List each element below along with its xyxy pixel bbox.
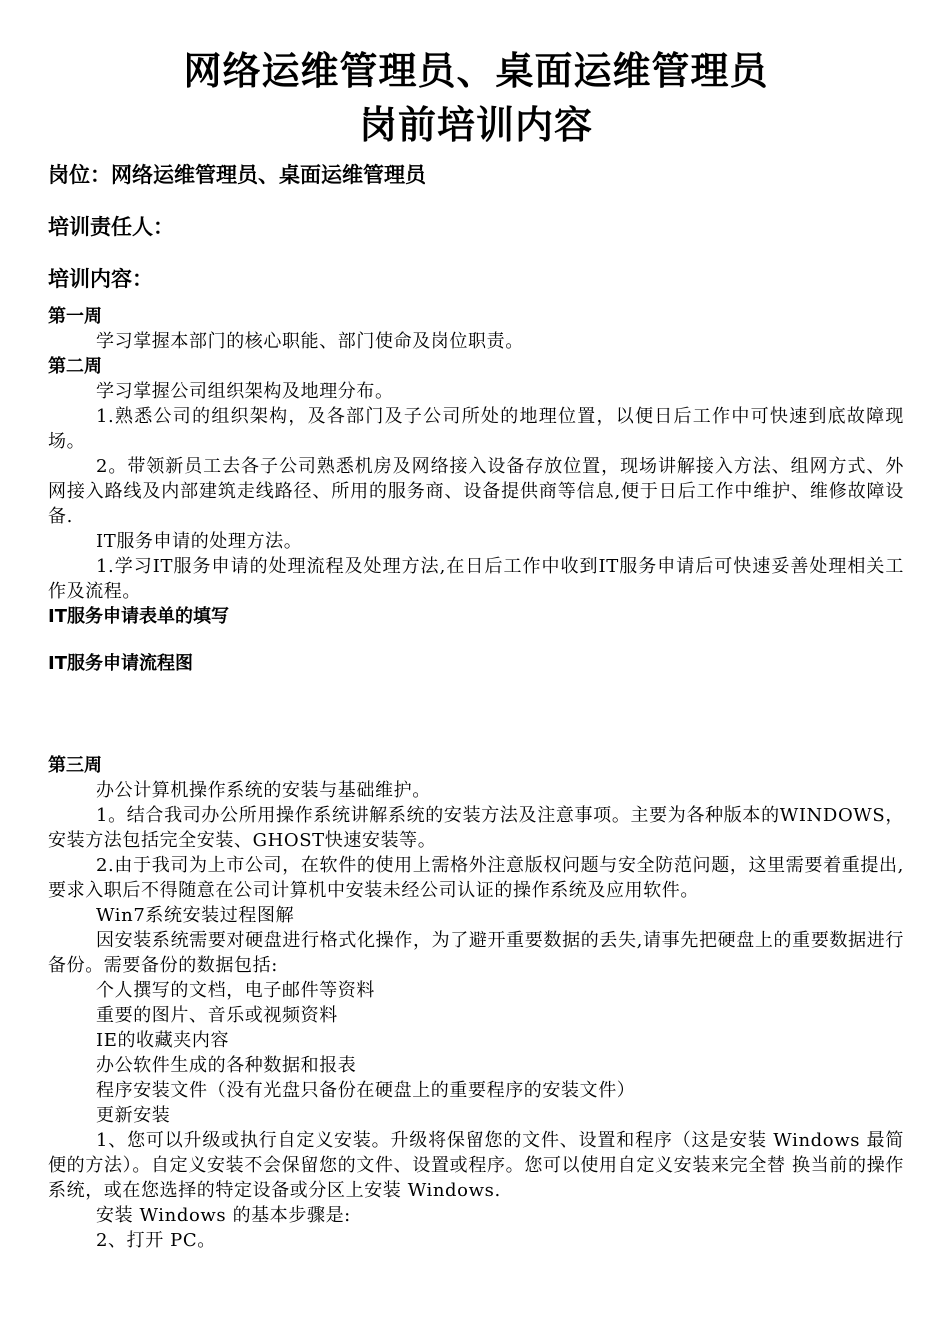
spacer: [48, 629, 904, 651]
week1-heading: 第一周: [48, 306, 102, 327]
position-label: 岗位：网络运维管理员、桌面运维管理员: [48, 163, 426, 187]
paragraph: 学习掌握公司组织架构及地理分布。: [96, 381, 394, 402]
paragraph: 2。带领新员工去各子公司熟悉机房及网络接入设备存放位置，现场讲解接入方法、组网方式、外网接入路线及内部建筑走线路径、所用的服务商、设备提供商等信息,便于日后工作中维护、维修故障设备.: [48, 456, 904, 527]
form-heading: IT服务申请表单的填写: [48, 606, 229, 627]
document-title-line2: 岗前培训内容: [358, 103, 593, 147]
paragraph: 1.熟悉公司的组织架构，及各部门及子公司所处的地理位置，以便日后工作中可快速到底故障现场。: [48, 406, 904, 452]
responsible-label: 培训责任人：: [48, 215, 174, 239]
list-item: IE的收藏夹内容: [96, 1030, 230, 1051]
paragraph: 1。结合我司办公所用操作系统讲解系统的安装方法及注意事项。主要为各种版本的WINDOWS，安装方法包括完全安装、GHOST快速安装等。: [48, 805, 904, 851]
list-item: 办公软件生成的各种数据和报表: [96, 1055, 357, 1076]
paragraph: 2、打开 PC。: [96, 1230, 216, 1251]
content-label: 培训内容：: [48, 267, 153, 291]
week2-heading: 第二周: [48, 356, 102, 377]
list-item: 程序安装文件（没有光盘只备份在硬盘上的重要程序的安装文件）: [96, 1080, 636, 1101]
paragraph: 学习掌握本部门的核心职能、部门使命及岗位职责。: [96, 331, 524, 352]
paragraph: 2.由于我司为上市公司，在软件的使用上需格外注意版权问题与安全防范问题，这里需要着重提出,要求入职后不得随意在公司计算机中安装未经公司认证的操作系统及应用软件。: [48, 855, 904, 901]
week3-heading: 第三周: [48, 755, 102, 776]
paragraph: 安装 Windows 的基本步骤是:: [96, 1205, 351, 1226]
paragraph: 1.学习IT服务申请的处理流程及处理方法,在日后工作中收到IT服务申请后可快速妥善处理相关工作及流程。: [48, 556, 904, 602]
paragraph: 更新安装: [96, 1105, 171, 1126]
week2-section: [48, 354, 904, 753]
week3-section: [48, 753, 904, 1253]
paragraph: 办公计算机操作系统的安装与基础维护。: [96, 780, 431, 801]
document-title-line1: 网络运维管理员、桌面运维管理员: [183, 49, 769, 93]
list-item: 个人撰写的文档，电子邮件等资料: [96, 980, 375, 1001]
document-page: [48, 44, 904, 1253]
paragraph: 1、您可以升级或执行自定义安装。升级将保留您的文件、设置和程序（这是安装 Windows 最简便的方法）。自定义安装不会保留您的文件、设置或程序。您可以使用自定义安装来完全替 换当前的操作系统，或在您选择的特定设备或分区上安装 Windows.: [48, 1130, 904, 1201]
spacer: [48, 676, 904, 753]
paragraph: 因安装系统需要对硬盘进行格式化操作，为了避开重要数据的丢失,请事先把硬盘上的重要数据进行备份。需要备份的数据包括:: [48, 930, 904, 976]
paragraph: Win7系统安装过程图解: [96, 905, 295, 926]
list-item: 重要的图片、音乐或视频资料: [96, 1005, 338, 1026]
week1-section: [48, 304, 904, 354]
paragraph: IT服务申请的处理方法。: [96, 531, 303, 552]
flowchart-heading: IT服务申请流程图: [48, 653, 193, 674]
